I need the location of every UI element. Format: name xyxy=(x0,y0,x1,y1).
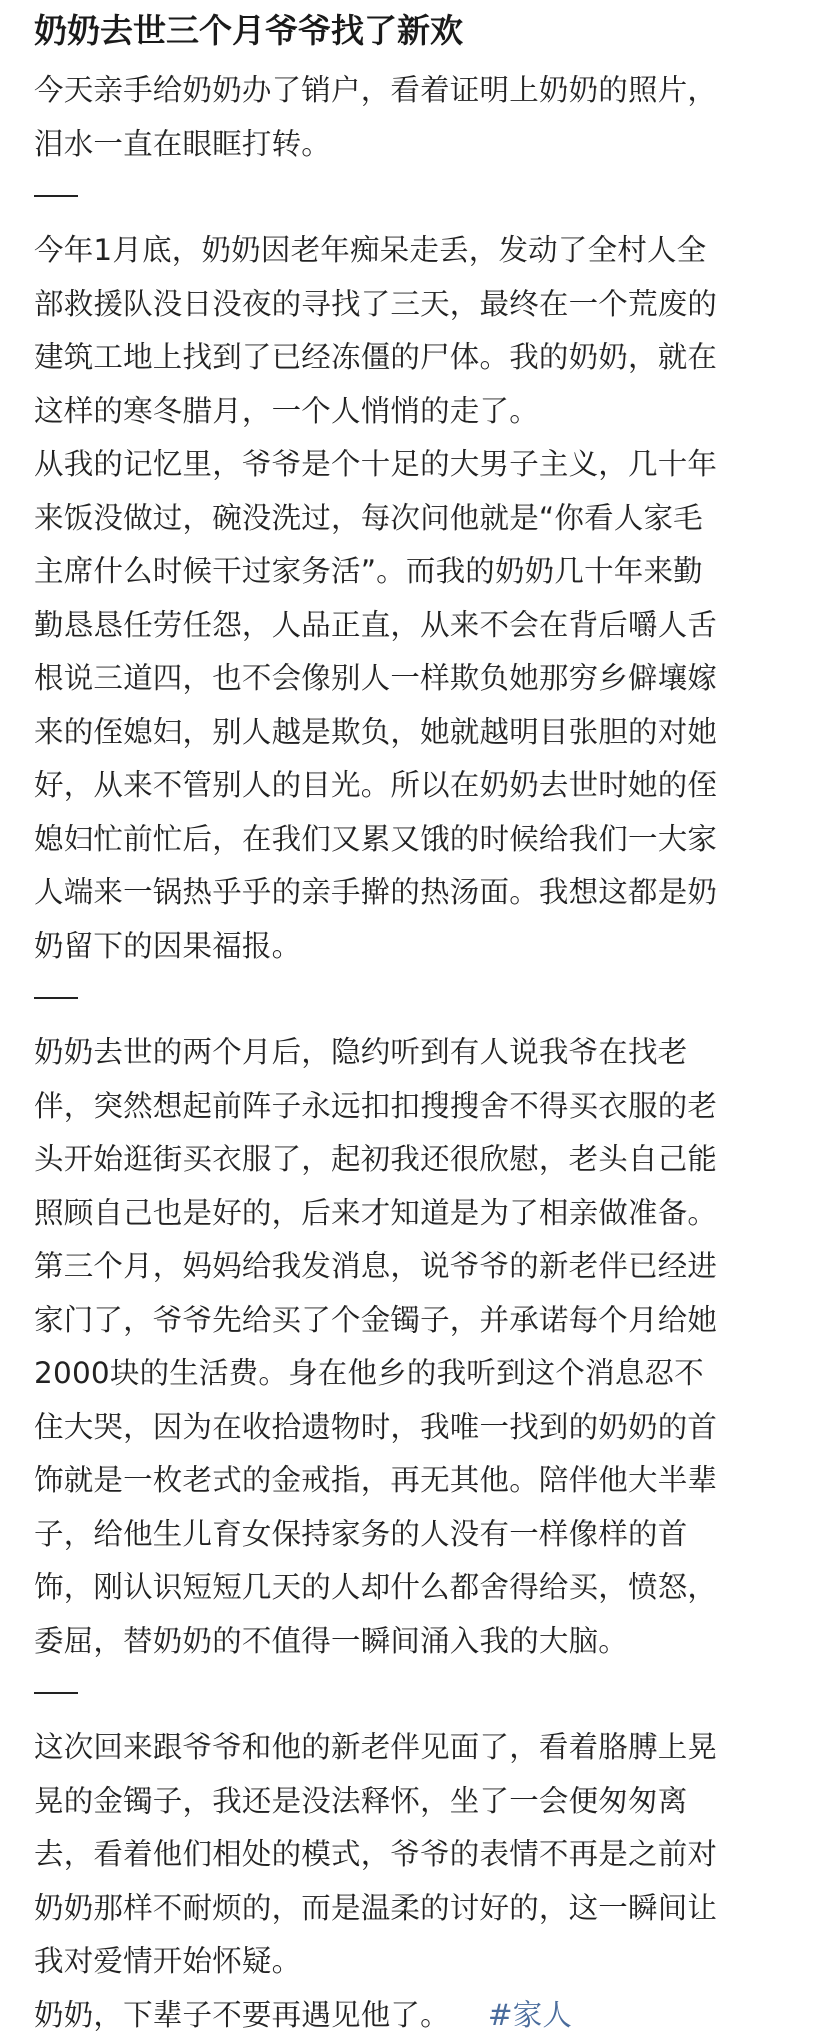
text-line: 第三个月，妈妈给我发消息，说爷爷的新老伴已经进 xyxy=(34,1240,794,1294)
text-line: 来的侄媳妇，别人越是欺负，她就越明目张胆的对她 xyxy=(34,706,794,760)
text-line: 今天亲手给奶奶办了销户，看着证明上奶奶的照片， xyxy=(34,64,794,118)
text-line: 这样的寒冬腊月，一个人悄悄的走了。 xyxy=(34,385,794,439)
closing-text: 奶奶，下辈子不要再遇见他了。 xyxy=(34,1989,450,2042)
text-line: 奶奶那样不耐烦的，而是温柔的讨好的，这一瞬间让 xyxy=(34,1882,794,1936)
text-line: 头开始逛街买衣服了，起初我还很欣慰，老头自己能 xyxy=(34,1133,794,1187)
text-line: 家门了，爷爷先给买了个金镯子，并承诺每个月给她 xyxy=(34,1294,794,1348)
text-line: 人端来一锅热乎乎的亲手擀的热汤面。我想这都是奶 xyxy=(34,866,794,920)
hashtag-link[interactable]: #家人 xyxy=(488,1989,572,2042)
text-line: 奶留下的因果福报。 xyxy=(34,920,794,974)
section-divider xyxy=(34,195,78,197)
closing-line xyxy=(34,1989,794,2042)
section-3-paragraph xyxy=(34,1721,794,2042)
text-line: 主席什么时候干过家务活”。而我的奶奶几十年来勤 xyxy=(34,545,794,599)
text-line: 媳妇忙前忙后，在我们又累又饿的时候给我们一大家 xyxy=(34,813,794,867)
text-line: 好，从来不管别人的目光。所以在奶奶去世时她的侄 xyxy=(34,759,794,813)
text-line: 晃的金镯子，我还是没法释怀，坐了一会便匆匆离 xyxy=(34,1775,794,1829)
intro-paragraph xyxy=(34,64,794,171)
text-line: 泪水一直在眼眶打转。 xyxy=(34,118,794,172)
text-line: 勤恳恳任劳任怨，人品正直，从来不会在背后嚼人舌 xyxy=(34,599,794,653)
section-divider xyxy=(34,997,78,999)
text-line: 我对爱情开始怀疑。 xyxy=(34,1935,794,1989)
text-line: 饰，刚认识短短几天的人却什么都舍得给买，愤怒， xyxy=(34,1561,794,1615)
text-line: 住大哭，因为在收拾遗物时，我唯一找到的奶奶的首 xyxy=(34,1401,794,1455)
section-1-paragraph xyxy=(34,224,794,973)
text-line: 部救援队没日没夜的寻找了三天，最终在一个荒废的 xyxy=(34,278,794,332)
text-line: 照顾自己也是好的，后来才知道是为了相亲做准备。 xyxy=(34,1187,794,1241)
text-line: 来饭没做过，碗没洗过，每次问他就是“你看人家毛 xyxy=(34,492,794,546)
text-line: 去，看着他们相处的模式，爷爷的表情不再是之前对 xyxy=(34,1828,794,1882)
text-line: 这次回来跟爷爷和他的新老伴见面了，看着胳膊上晃 xyxy=(34,1721,794,1775)
text-line: 委屈，替奶奶的不值得一瞬间涌入我的大脑。 xyxy=(34,1615,794,1669)
text-line: 奶奶去世的两个月后，隐约听到有人说我爷在找老 xyxy=(34,1026,794,1080)
text-line: 子，给他生儿育女保持家务的人没有一样像样的首 xyxy=(34,1508,794,1562)
text-line: 今年1月底，奶奶因老年痴呆走丢，发动了全村人全 xyxy=(34,224,794,278)
text-line: 饰就是一枚老式的金戒指，再无其他。陪伴他大半辈 xyxy=(34,1454,794,1508)
text-line: 从我的记忆里，爷爷是个十足的大男子主义，几十年 xyxy=(34,438,794,492)
text-line: 根说三道四，也不会像别人一样欺负她那穷乡僻壤嫁 xyxy=(34,652,794,706)
section-2-paragraph xyxy=(34,1026,794,1668)
text-line: 伴，突然想起前阵子永远扣扣搜搜舍不得买衣服的老 xyxy=(34,1080,794,1134)
post-title: 奶奶去世三个月爷爷找了新欢 xyxy=(34,6,794,56)
section-divider xyxy=(34,1692,78,1694)
text-line: 建筑工地上找到了已经冻僵的尸体。我的奶奶，就在 xyxy=(34,331,794,385)
text-line: 2000块的生活费。身在他乡的我听到这个消息忍不 xyxy=(34,1347,794,1401)
